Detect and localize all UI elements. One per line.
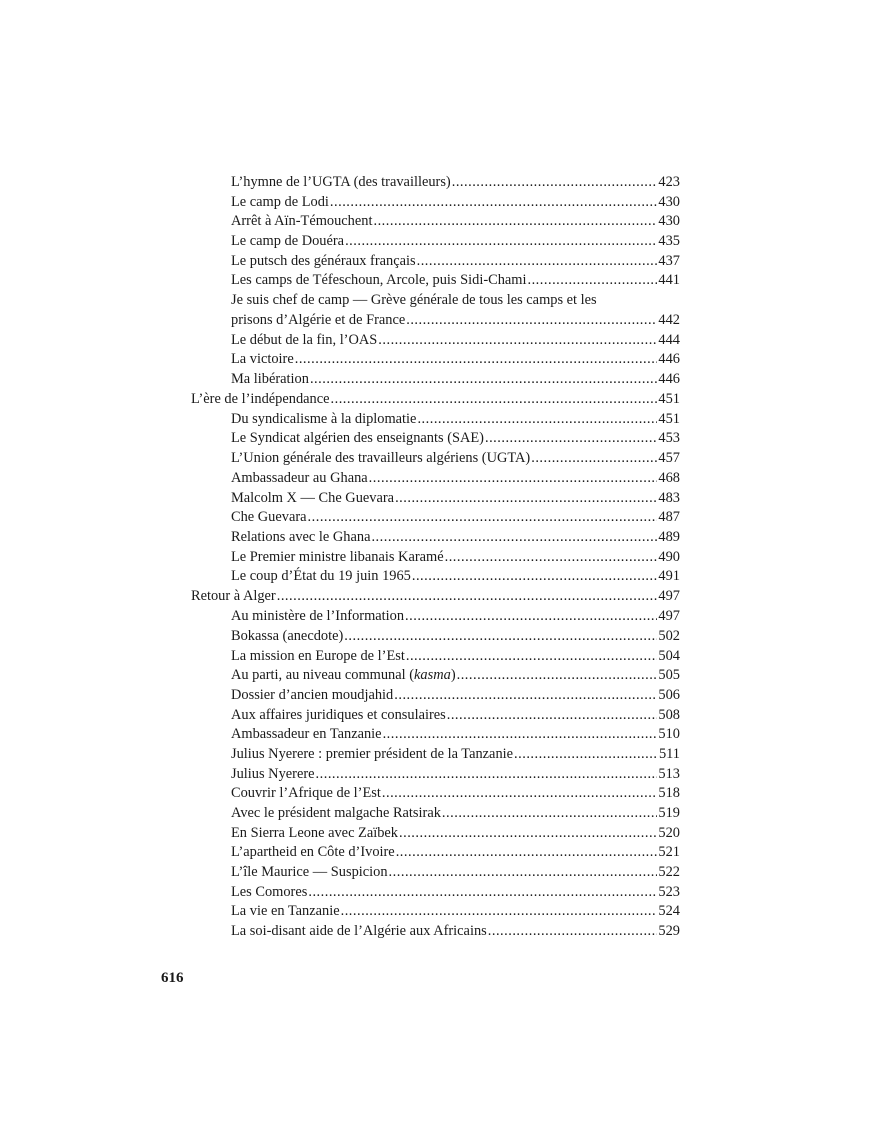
toc-entry-title-post: ) (450, 667, 456, 684)
toc-entry-title: En Sierra Leone avec Zaïbek (231, 824, 399, 841)
toc-section (191, 390, 680, 410)
toc-entry (231, 824, 680, 844)
toc-entry-page: 523 (658, 883, 680, 900)
toc-entry-title: Le camp de Lodi (231, 193, 329, 210)
toc-entry-title (231, 666, 456, 686)
toc-entry-title: Dossier d’ancien moudjahid (231, 686, 394, 703)
toc-entry-page: 502 (658, 627, 680, 644)
toc-section-page: 497 (658, 587, 680, 604)
toc-entry-title: Julius Nyerere (231, 765, 315, 782)
toc-entry (231, 469, 680, 489)
toc-entry-title: Aux affaires juridiques et consulaires (231, 706, 446, 723)
toc-entry-title-italic: kasma (414, 667, 451, 684)
dot-leader (295, 350, 658, 370)
dot-leader (412, 567, 658, 587)
dot-leader (345, 232, 657, 252)
dot-leader (396, 843, 658, 863)
toc-entry-title-pre: Au parti, au niveau communal ( (231, 667, 415, 684)
toc-entry-page: 490 (658, 548, 680, 565)
toc-section (191, 587, 680, 607)
toc-entry-page: 521 (658, 844, 680, 861)
toc-entry-title: La soi-disant aide de l’Algérie aux Africains (231, 923, 487, 940)
dot-leader (382, 784, 658, 804)
toc-entry (231, 331, 680, 351)
toc-entry (231, 212, 680, 232)
toc-entry-page: 451 (658, 410, 680, 427)
toc-entry-title: Ambassadeur en Tanzanie (231, 726, 382, 743)
dot-leader (316, 765, 658, 785)
toc-entry-title: La mission en Europe de l’Est (231, 647, 405, 664)
dot-leader (277, 587, 658, 607)
toc-entry-title: L’Union générale des travailleurs algériens (UGTA) (231, 450, 531, 467)
dot-leader (514, 745, 658, 765)
toc-entry (231, 370, 680, 390)
dot-leader (341, 902, 658, 922)
toc-entry-title: Ambassadeur au Ghana (231, 469, 368, 486)
toc-entry-page: 491 (658, 568, 680, 585)
toc-entry-title: La vie en Tanzanie (231, 903, 340, 920)
dot-leader (395, 489, 657, 509)
toc-entry-title: L’hymne de l’UGTA (des travailleurs) (231, 174, 451, 190)
toc-entry-title-line2: prisons d’Algérie et de France (231, 311, 406, 328)
dot-leader (527, 271, 657, 291)
dot-leader (417, 410, 657, 430)
toc-entry (231, 232, 680, 252)
toc-entry-page: 423 (658, 174, 680, 190)
toc-entry (231, 271, 680, 291)
toc-entry-title: La victoire (231, 351, 294, 368)
dot-leader (417, 252, 658, 272)
dot-leader (330, 193, 658, 213)
dot-leader (394, 686, 657, 706)
dot-leader (531, 449, 657, 469)
toc-entry-title: Au ministère de l’Information (231, 608, 405, 625)
toc-entry (231, 489, 680, 509)
toc-entry-title: Du syndicalisme à la diplomatie (231, 410, 417, 427)
toc-entry-title: Le Syndicat algérien des enseignants (SAE) (231, 430, 484, 447)
toc-entry-title: Le putsch des généraux français (231, 252, 416, 269)
toc-entry (231, 666, 680, 686)
toc-entry (231, 843, 680, 863)
toc-entry-title: Les Comores (231, 883, 308, 900)
toc-entry-page: 524 (658, 903, 680, 920)
toc-entry-page: 441 (658, 272, 680, 289)
toc-entry-title: Les camps de Téfeschoun, Arcole, puis Sidi-Chami (231, 272, 527, 289)
dot-leader (452, 173, 658, 193)
toc-entry-title-line2-row (231, 311, 680, 331)
toc-entry-page: 519 (658, 805, 680, 822)
toc-entry-page: 435 (658, 233, 680, 250)
dot-leader (442, 804, 657, 824)
toc-entry (231, 567, 680, 587)
toc-entry-title: Relations avec le Ghana (231, 528, 371, 545)
toc-entry-title: Arrêt à Aïn-Témouchent (231, 213, 373, 230)
dot-leader (310, 370, 657, 390)
toc-entry (231, 410, 680, 430)
dot-leader (308, 883, 657, 903)
dot-leader (378, 331, 657, 351)
toc-entry-page: 497 (658, 608, 680, 625)
toc-entry-page: 446 (658, 370, 680, 387)
dot-leader (389, 863, 658, 883)
toc-entry (231, 607, 680, 627)
toc-entry-page: 483 (658, 489, 680, 506)
toc-entry (231, 922, 680, 942)
toc-entry-page: 430 (658, 213, 680, 230)
toc-entry-page: 510 (658, 726, 680, 743)
toc-entry (231, 528, 680, 548)
toc-entry-page: 529 (658, 923, 680, 940)
dot-leader (406, 647, 658, 667)
toc-entry-page: 437 (658, 252, 680, 269)
dot-leader (457, 666, 658, 686)
dot-leader (383, 725, 658, 745)
dot-leader (488, 922, 658, 942)
toc-entry-title: Bokassa (anecdote) (231, 627, 344, 644)
toc-entry-page: 513 (658, 765, 680, 782)
toc-entry (231, 804, 680, 824)
toc-entry (231, 647, 680, 667)
dot-leader (369, 469, 658, 489)
dot-leader (344, 627, 657, 647)
toc-entry-page: 453 (658, 430, 680, 447)
toc-entry-title: Ma libération (231, 370, 309, 387)
page-number: 616 (161, 970, 184, 986)
toc-entry-title: Le coup d’État du 19 juin 1965 (231, 568, 411, 585)
toc-entry-title: Julius Nyerere : premier président de la Tanzanie (231, 745, 514, 762)
toc-entry (231, 784, 680, 804)
toc-entry-title: L’apartheid en Côte d’Ivoire (231, 844, 395, 861)
toc-entry-page: 505 (658, 667, 680, 684)
toc-entry (231, 745, 680, 765)
toc-entry-page: 430 (658, 193, 680, 210)
toc-entry (231, 902, 680, 922)
toc-section-page: 451 (658, 390, 680, 407)
dot-leader (373, 212, 657, 232)
toc-entry-title: L’île Maurice — Suspicion (231, 864, 388, 881)
dot-leader (399, 824, 657, 844)
toc-entry-page: 446 (658, 351, 680, 368)
toc-entry-page: 468 (658, 469, 680, 486)
toc-entry-page: 444 (658, 331, 680, 348)
toc-entry-page: 489 (658, 528, 680, 545)
dot-leader (485, 429, 657, 449)
toc-entry-title: Le camp de Douéra (231, 233, 345, 250)
table-of-contents (0, 173, 870, 942)
toc-section-title: Retour à Alger (191, 587, 276, 604)
toc-entry (231, 725, 680, 745)
toc-entry (231, 863, 680, 883)
toc-entry (231, 548, 680, 568)
dot-leader (331, 390, 658, 410)
toc-entry-page: 504 (658, 647, 680, 664)
toc-entry-title: Couvrir l’Afrique de l’Est (231, 785, 381, 802)
toc-section-title: L’ère de l’indépendance (191, 390, 330, 407)
toc-entry (231, 449, 680, 469)
toc-entry (231, 291, 680, 330)
toc-entry-title-line1: Je suis chef de camp — Grève générale de tous les camps et les (231, 292, 597, 309)
toc-entry (231, 193, 680, 213)
dot-leader (405, 607, 657, 627)
toc-entry-page: 487 (658, 509, 680, 526)
toc-entry-title: Che Guevara (231, 509, 307, 526)
toc-entry-page: 442 (658, 311, 680, 328)
toc-entry (231, 350, 680, 370)
dot-leader (447, 706, 658, 726)
toc-entry-page: 511 (658, 745, 680, 762)
toc-entry (231, 883, 680, 903)
toc-entry (231, 627, 680, 647)
dot-leader (371, 528, 657, 548)
dot-leader (308, 508, 658, 528)
toc-entry (231, 686, 680, 706)
toc-entry (231, 706, 680, 726)
dot-leader (406, 311, 657, 331)
toc-entry (231, 252, 680, 272)
toc-entry-title: Le Premier ministre libanais Karamé (231, 548, 444, 565)
toc-entry-page: 506 (658, 686, 680, 703)
toc-entry (231, 508, 680, 528)
toc-entry-page: 457 (658, 450, 680, 467)
toc-entry-title: Avec le président malgache Ratsirak (231, 805, 441, 822)
toc-entry (231, 765, 680, 785)
toc-entry-page: 508 (658, 706, 680, 723)
dot-leader (445, 548, 658, 568)
toc-entry-title: Malcolm X — Che Guevara (231, 489, 395, 506)
toc-entry-page: 518 (658, 785, 680, 802)
toc-entry (231, 429, 680, 449)
toc-entry-page: 522 (658, 864, 680, 881)
toc-entry (231, 173, 680, 193)
toc-entry-title: Le début de la fin, l’OAS (231, 331, 378, 348)
toc-entry-page: 520 (658, 824, 680, 841)
